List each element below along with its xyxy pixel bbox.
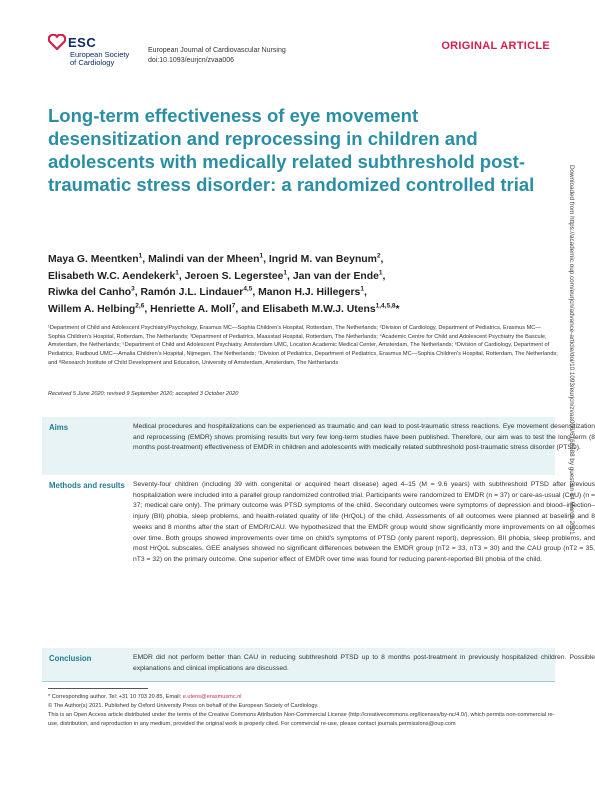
download-note	[567, 165, 575, 665]
author-name: Elisabeth M.W.J. Utens	[262, 303, 376, 315]
author-separator: ,	[363, 287, 367, 299]
author-separator: ,	[144, 303, 151, 315]
author-name: Willem A. Helbing	[48, 303, 136, 315]
author	[185, 271, 293, 282]
journal-info	[148, 46, 286, 65]
methods-label: Methods and results	[49, 481, 125, 490]
author-separator: ,	[380, 254, 384, 265]
author-affiliation-mark: 1,4,5,8	[375, 302, 396, 310]
author-separator: ,	[134, 287, 141, 299]
download-note-text: Downloaded from https://academic.oup.com/eurjcn/advance-article/doi/10.1093/eurjcn/zvaa006/6168588 by guest on 14 March 2021	[568, 165, 575, 535]
journal-name: European Journal of Cardiovascular Nursing	[148, 47, 286, 54]
conclusion-label: Conclusion	[49, 654, 92, 663]
abstract-conclusion	[42, 648, 595, 681]
author-name: Ingrid M. van Beynum	[268, 254, 377, 265]
author-separator: ,	[382, 270, 386, 282]
author-affiliation-mark: 1	[175, 269, 179, 277]
author	[48, 304, 150, 315]
abstract-divider	[42, 681, 555, 682]
author-separator: ,	[178, 270, 185, 282]
author-name: Jeroen S. Legerstee	[184, 270, 284, 282]
footnote-rule	[48, 688, 148, 689]
author	[262, 304, 399, 315]
author-name: Elisabeth W.C. Aendekerk	[48, 270, 176, 282]
logo-subtitle: European Society of Cardiology	[70, 50, 130, 67]
author-separator: , and	[235, 303, 263, 315]
author-affiliation-mark: 2	[376, 252, 381, 260]
author-separator: ,	[142, 254, 149, 265]
article-title: Long-term effectiveness of eye movement desensitization and reprocessing in children and adolescents with medically related subthreshold post-traumatic stress disorder: a randomized controlled trial	[48, 105, 535, 195]
author	[48, 287, 141, 298]
author-name: Henriette A. Moll	[150, 303, 232, 315]
author-affiliation-mark: 1	[360, 285, 364, 293]
logo-wordmark: ESC	[68, 35, 97, 50]
article-type-label: ORIGINAL ARTICLE	[441, 40, 550, 52]
author-affiliation-mark: 7	[231, 302, 236, 310]
abstract-methods	[42, 475, 595, 648]
author-affiliation-mark: 1	[259, 252, 264, 260]
author-affiliation-mark: 2,6	[135, 302, 145, 310]
affiliations: ¹Department of Child and Adolescent Psychiatry/Psychology, Erasmus MC—Sophia Children's Hospital, Rotterdam, The Netherlands; ²Division of Cardiology, Department of Pediatrics, Erasmus MC—Sophia Children's Hospital, Rotterdam, The Netherlands; ³Department of Pediatrics, Maasstad Hospital, Rotterdam, The Netherlands; ⁴Academic Centre for Child and Adolescent Psychiatry the Bascule, Amsterdam, the Netherlands; ⁵Department of Child and Adolescent Psychiatry, Amsterdam UMC, Location Academic Medical Center, Amsterdam, The Netherlands; ⁶Division of Cardiology, Department of Pediatrics, Radboud UMC—Amalia Children's Hospital, Nijmegen, The Netherlands; ⁷Division of Pediatrics, Department of Pediatrics, Erasmus MC—Sophia Children's Hospital, Rotterdam, The Netherlands; and ⁸Research Institute of Child Development and Education, University of Amsterdam, Amsterdam, The Netherlands	[48, 325, 558, 366]
author-name: Ramón J.L. Lindauer	[140, 287, 244, 299]
author-separator: ,	[263, 254, 269, 265]
heart-logo-icon	[48, 34, 66, 50]
author	[48, 271, 185, 282]
author-affiliation-mark: 1	[378, 269, 383, 277]
license-text: This is an Open Access article distributed under the terms of the Creative Commons Attribution Non-Commercial License (http://creativecommons.org/licenses/by-nc/4.0/), which permits non-commercial re-use, distribution, and reproduction in any medium, provided the original work is properly cited. For commercial re-use, please contact journals.permissions@oup.com	[48, 712, 555, 727]
author-affiliation-mark: 3	[131, 285, 135, 293]
esc-logo	[48, 32, 138, 72]
author	[141, 287, 259, 298]
aims-label: Aims	[49, 423, 69, 432]
author-name: Maya G. Meentken	[48, 254, 139, 265]
author	[293, 271, 386, 282]
aims-text: Medical procedures and hospitalizations can be experienced as traumatic and can lead to post-traumatic stress reactions. Eye movement desensitization and reprocessing (EMDR) shows promising results but very few long-term studies have been published. Therefore, our aim was to test the long-term (8 months post-treatment) effectiveness of EMDR in children and adolescents with medically related subthreshold post-traumatic stress disorder (PTSD).	[133, 423, 595, 452]
author-separator: ,	[287, 270, 293, 282]
corresponding-author: * Corresponding author. Tel: +31 10 703 20 85, Email: e.utens@erasmusmc.nl	[48, 694, 242, 700]
footnotes	[48, 693, 558, 729]
author-list	[48, 252, 548, 318]
author-separator: ,	[252, 287, 259, 299]
author	[269, 254, 383, 265]
author-separator: *	[395, 303, 400, 315]
abstract-aims	[42, 417, 595, 475]
conclusion-text: EMDR did not perform better than CAU in reducing subthreshold PTSD up to 8 months post-treatment in previously hospitalized children. Possible explanations and clinical implications are discussed.	[133, 654, 595, 672]
received-dates: Received 5 June 2020; revised 9 September 2020; accepted 3 October 2020	[48, 391, 239, 397]
methods-text: Seventy-four children (including 39 with congenital or acquired heart disease) aged 4–15 (M = 9.6 years) with subthreshold PTSD after previous hospitalization were included into a parallel group randomized controlled trial. Participants were randomized to EMDR (n = 37) or care-as-usual (CAU) (n = 37; medical care only). The primary outcome was PTSD symptoms of the child. Secondary outcomes were symptoms of depression and blood–injection–injury (BII) phobia, sleep problems, and health-related quality of life (HrQoL) of the child. Assessments of all outcomes were planned at baseline and 8 weeks and 8 months after the start of EMDR/CAU. We hypothesized that the EMDR group would show significantly more improvements on all outcomes over time. Both groups showed improvements over time on child's symptoms of PTSD (only parent report), depression, BII phobia, sleep problems, and most HrQoL subscales. GEE analyses showed no significant differences between the EMDR group (nT2 = 33, nT3 = 30) and the CAU group (nT2 = 35, nT3 = 32) on the primary outcome. One superior effect of EMDR over time was found for reducing parent-reported BII phobia of the child.	[133, 481, 595, 563]
author-affiliation-mark: 1	[138, 252, 143, 260]
copyright-line: © The Author(s) 2021. Published by Oxford University Press on behalf of the European Society of Cardiology.	[48, 703, 319, 709]
author	[48, 254, 148, 265]
author	[148, 254, 269, 265]
author-name: Riwka del Canho	[48, 287, 132, 299]
author-name: Jan van der Ende	[292, 270, 379, 282]
author-affiliation-mark: 1	[283, 269, 288, 277]
journal-doi[interactable]: doi:10.1093/eurjcn/zvaa006	[148, 56, 235, 64]
author	[258, 287, 367, 298]
author-name: Manon H.J. Hillegers	[258, 287, 361, 299]
email-link[interactable]: e.utens@erasmusmc.nl	[182, 694, 242, 700]
author	[150, 304, 262, 315]
author-affiliation-mark: 4,5	[243, 285, 253, 293]
author-name: Malindi van der Mheen	[148, 254, 260, 265]
